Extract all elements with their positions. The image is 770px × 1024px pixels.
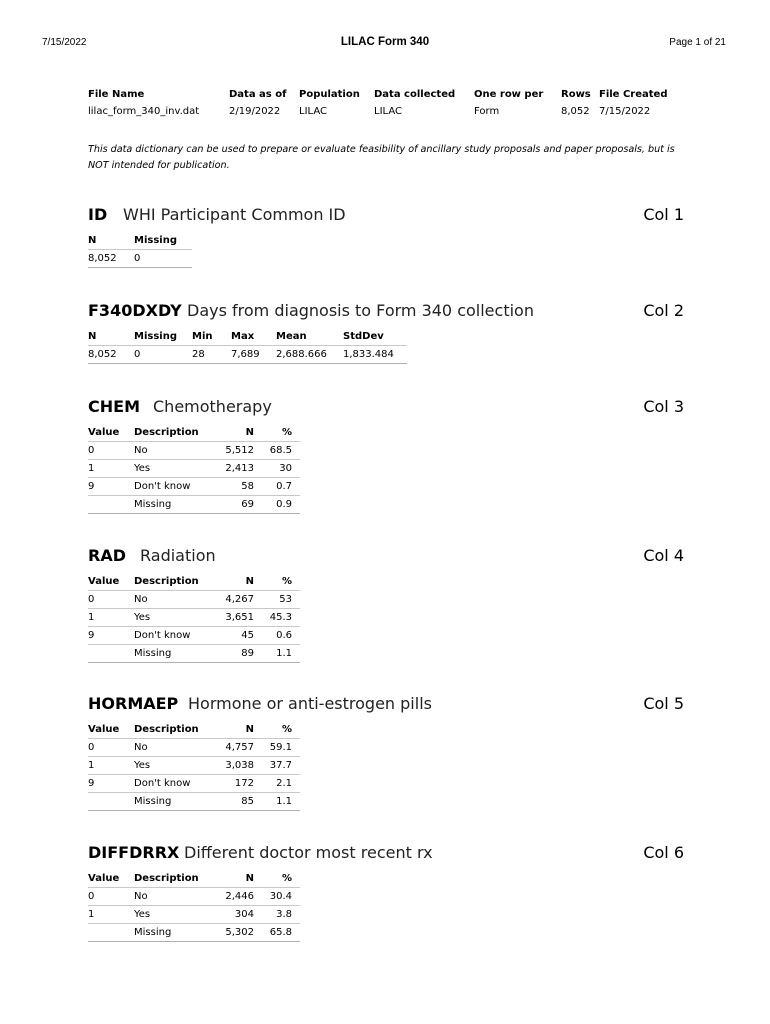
table-cell: 0.9 xyxy=(262,496,300,514)
file-info-table xyxy=(88,89,667,117)
variable-block xyxy=(88,843,684,942)
table-cell: 7,689 xyxy=(231,346,276,364)
variable-column: Col 6 xyxy=(643,843,684,862)
table-header: % xyxy=(262,722,300,739)
table-cell: 0 xyxy=(134,250,192,268)
table-header: Value xyxy=(88,722,134,739)
table-cell: 9 xyxy=(88,478,134,496)
variable-name: DIFFDRRX xyxy=(88,843,180,862)
file-info-header: One row per xyxy=(474,89,544,100)
variable-block xyxy=(88,694,684,811)
table-cell: 3,038 xyxy=(214,757,262,775)
table-row xyxy=(88,460,300,478)
table-row xyxy=(88,739,300,757)
table-header: Description xyxy=(134,871,214,888)
table-header: Missing xyxy=(134,329,192,346)
table-cell: No xyxy=(134,888,214,906)
file-info-value: 7/15/2022 xyxy=(599,106,651,117)
table-row xyxy=(88,793,300,811)
variable-label: Days from diagnosis to Form 340 collection xyxy=(187,301,534,320)
table-row xyxy=(88,627,300,645)
file-info-value: 2/19/2022 xyxy=(229,106,281,117)
variable-column: Col 2 xyxy=(643,301,684,320)
usage-note: This data dictionary can be used to prepare or evaluate feasibility of ancillary study proposals and paper proposals, but is NOT intended for publication. xyxy=(88,144,675,171)
table-cell: 45.3 xyxy=(262,609,300,627)
table-row xyxy=(88,591,300,609)
table-cell: 8,052 xyxy=(88,346,134,364)
variable-stats-table xyxy=(88,425,300,514)
variable-label: Chemotherapy xyxy=(153,397,272,416)
file-info-header: Population xyxy=(299,89,360,100)
variable-block xyxy=(88,546,684,663)
table-row xyxy=(88,496,300,514)
table-cell: Don't know xyxy=(134,478,214,496)
table-cell: 1 xyxy=(88,460,134,478)
table-cell xyxy=(88,924,134,942)
table-row xyxy=(88,250,192,268)
table-row xyxy=(88,775,300,793)
table-cell: 30 xyxy=(262,460,300,478)
table-row xyxy=(88,924,300,942)
table-cell xyxy=(88,793,134,811)
variable-label: Hormone or anti-estrogen pills xyxy=(188,694,432,713)
table-cell: 304 xyxy=(214,906,262,924)
table-cell: 30.4 xyxy=(262,888,300,906)
table-header: Description xyxy=(134,425,214,442)
variable-name: F340DXDY xyxy=(88,301,182,320)
table-cell: 9 xyxy=(88,775,134,793)
page-number: Page 1 of 21 xyxy=(669,37,726,48)
table-cell: 89 xyxy=(214,645,262,663)
table-cell: 4,757 xyxy=(214,739,262,757)
table-row xyxy=(88,346,407,364)
table-cell: 8,052 xyxy=(88,250,134,268)
table-row xyxy=(88,609,300,627)
table-cell xyxy=(88,645,134,663)
table-cell: No xyxy=(134,739,214,757)
table-cell: No xyxy=(134,442,214,460)
table-header: N xyxy=(88,233,134,250)
file-info-header: Rows xyxy=(561,89,591,100)
table-header: Max xyxy=(231,329,276,346)
table-cell: 68.5 xyxy=(262,442,300,460)
variable-stats-table xyxy=(88,233,192,268)
file-info xyxy=(88,89,667,117)
table-header: Mean xyxy=(276,329,343,346)
variable-column: Col 4 xyxy=(643,546,684,565)
file-info-header: File Created xyxy=(599,89,668,100)
table-cell: Yes xyxy=(134,906,214,924)
header-date: 7/15/2022 xyxy=(42,37,87,48)
variable-stats-table xyxy=(88,574,300,663)
table-cell: Yes xyxy=(134,609,214,627)
table-cell: 5,302 xyxy=(214,924,262,942)
table-header: N xyxy=(214,871,262,888)
variable-column: Col 3 xyxy=(643,397,684,416)
table-header: Value xyxy=(88,425,134,442)
table-header: Value xyxy=(88,871,134,888)
table-cell: 5,512 xyxy=(214,442,262,460)
variable-block xyxy=(88,205,684,268)
table-header: N xyxy=(214,425,262,442)
variable-block xyxy=(88,397,684,514)
variable-name: RAD xyxy=(88,546,126,565)
table-cell: Missing xyxy=(134,496,214,514)
variable-label: Radiation xyxy=(140,546,216,565)
table-cell: 1 xyxy=(88,757,134,775)
table-cell: 28 xyxy=(192,346,231,364)
table-cell: 85 xyxy=(214,793,262,811)
variable-name: CHEM xyxy=(88,397,140,416)
table-cell: 1 xyxy=(88,906,134,924)
table-cell: 4,267 xyxy=(214,591,262,609)
table-cell: 53 xyxy=(262,591,300,609)
table-cell: 0 xyxy=(88,888,134,906)
table-cell: 1.1 xyxy=(262,645,300,663)
file-info-value: lilac_form_340_inv.dat xyxy=(88,106,200,117)
table-header: N xyxy=(88,329,134,346)
table-header: Description xyxy=(134,574,214,591)
table-header: N xyxy=(214,574,262,591)
table-cell: 45 xyxy=(214,627,262,645)
variable-label: Different doctor most recent rx xyxy=(184,843,433,862)
table-row xyxy=(88,645,300,663)
table-row xyxy=(88,478,300,496)
table-cell: 0.6 xyxy=(262,627,300,645)
variable-block xyxy=(88,301,684,364)
table-cell: 3.8 xyxy=(262,906,300,924)
table-header: % xyxy=(262,574,300,591)
table-cell: Yes xyxy=(134,757,214,775)
table-cell: No xyxy=(134,591,214,609)
variable-label: WHI Participant Common ID xyxy=(123,205,346,224)
file-info-value: LILAC xyxy=(374,106,402,117)
table-row xyxy=(88,906,300,924)
variable-column: Col 1 xyxy=(643,205,684,224)
table-cell: 0.7 xyxy=(262,478,300,496)
table-header: % xyxy=(262,425,300,442)
table-cell: Missing xyxy=(134,645,214,663)
table-cell: 3,651 xyxy=(214,609,262,627)
table-row xyxy=(88,888,300,906)
table-row xyxy=(88,757,300,775)
table-header: Missing xyxy=(134,233,192,250)
variable-name: HORMAEP xyxy=(88,694,179,713)
table-header: % xyxy=(262,871,300,888)
table-cell: 65.8 xyxy=(262,924,300,942)
table-cell: 0 xyxy=(88,591,134,609)
table-cell: 2,688.666 xyxy=(276,346,343,364)
variable-stats-table xyxy=(88,871,300,942)
table-header: Value xyxy=(88,574,134,591)
file-info-header: File Name xyxy=(88,89,145,100)
table-row xyxy=(88,442,300,460)
table-cell: 0 xyxy=(134,346,192,364)
variable-stats-table xyxy=(88,722,300,811)
table-header: Min xyxy=(192,329,231,346)
table-cell: 37.7 xyxy=(262,757,300,775)
table-cell: 59.1 xyxy=(262,739,300,757)
table-cell: 0 xyxy=(88,739,134,757)
table-cell: Don't know xyxy=(134,627,214,645)
table-cell: Missing xyxy=(134,793,214,811)
file-info-header: Data as of xyxy=(229,89,287,100)
table-cell: Don't know xyxy=(134,775,214,793)
table-header: N xyxy=(214,722,262,739)
table-cell: 1.1 xyxy=(262,793,300,811)
variable-name: ID xyxy=(88,205,108,224)
variable-column: Col 5 xyxy=(643,694,684,713)
table-cell: 1,833.484 xyxy=(343,346,407,364)
table-cell: Yes xyxy=(134,460,214,478)
table-header: StdDev xyxy=(343,329,407,346)
table-cell xyxy=(88,496,134,514)
table-cell: 9 xyxy=(88,627,134,645)
table-header: Description xyxy=(134,722,214,739)
table-cell: 1 xyxy=(88,609,134,627)
file-info-value: Form xyxy=(474,106,500,117)
page-title: LILAC Form 340 xyxy=(340,36,430,48)
table-cell: 0 xyxy=(88,442,134,460)
file-info-value: 8,052 xyxy=(561,106,590,117)
table-cell: 2.1 xyxy=(262,775,300,793)
table-cell: 2,446 xyxy=(214,888,262,906)
variable-stats-table xyxy=(88,329,407,364)
table-cell: 58 xyxy=(214,478,262,496)
file-info-header: Data collected xyxy=(374,89,456,100)
table-cell: 172 xyxy=(214,775,262,793)
table-cell: 2,413 xyxy=(214,460,262,478)
table-cell: Missing xyxy=(134,924,214,942)
table-cell: 69 xyxy=(214,496,262,514)
file-info-value: LILAC xyxy=(299,106,327,117)
